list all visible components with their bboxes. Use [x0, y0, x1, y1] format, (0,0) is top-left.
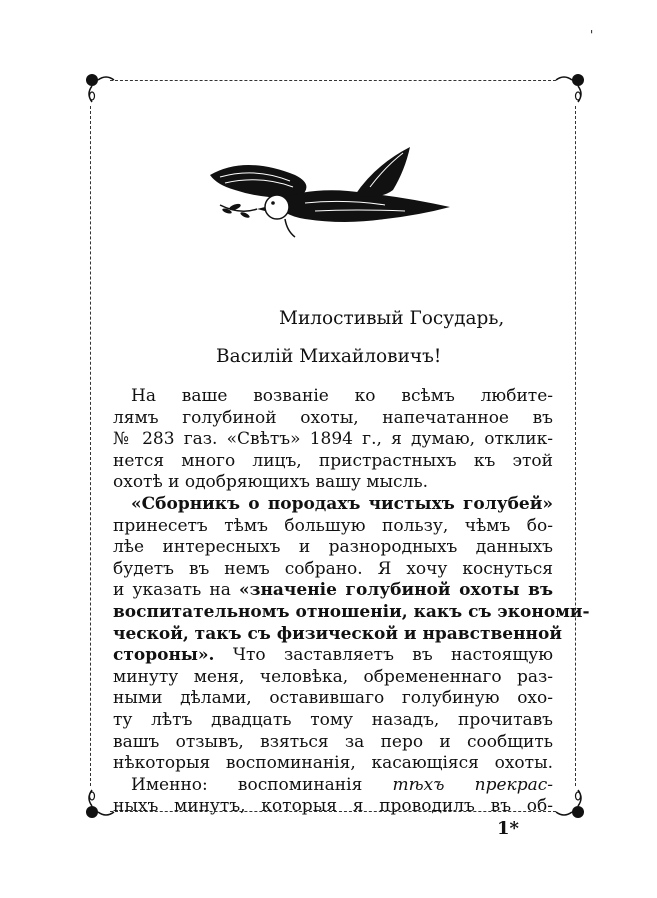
text-fragment-bold: «значеніе голубиной охоты въ — [239, 580, 554, 601]
text-line: будетъ въ немъ собрано. Я хочу коснуться — [113, 558, 553, 579]
text-line-bold: «Сборникъ о породахъ чистыхъ голубей» — [131, 493, 553, 514]
text-fragment: Именно: воспоминанія — [131, 774, 363, 795]
text-fragment: Что заставляетъ въ настоящую — [232, 645, 553, 666]
text-fragment-italic: тѣхъ прекрас- — [392, 774, 553, 795]
text-line: № 283 газ. «Свѣтъ» 1894 г., я думаю, отклик- — [113, 429, 553, 450]
text-line: лямъ голубиной охоты, напечатанное въ — [113, 407, 553, 428]
corner-ornament-icon — [550, 786, 590, 826]
corner-mark: ' — [590, 28, 594, 42]
text-line: нется много лицъ, пристрастныхъ къ этой — [113, 450, 553, 471]
text-line-bold: ческой, такъ съ физической и нравственной — [113, 623, 562, 644]
frame-left-border — [90, 106, 91, 786]
text-line: ту лѣтъ двадцать тому назадъ, прочитавъ — [113, 709, 553, 730]
dove-with-branch-icon — [205, 145, 455, 245]
text-line: ными дѣлами, оставившаго голубиную охо- — [113, 688, 553, 709]
text-line: принесетъ тѣмъ большую пользу, чѣмъ бо- — [113, 515, 553, 536]
salutation-line-2: Василій Михайловичъ! — [216, 346, 442, 367]
frame-right-border — [575, 106, 576, 786]
text-line-mixed — [113, 645, 553, 667]
text-line: вашъ отзывъ, взяться за перо и сообщить — [113, 731, 553, 752]
text-line-bold: воспитательномъ отношеніи, какъ съ экономи- — [113, 601, 590, 622]
frame-top-border — [110, 80, 556, 81]
text-line: лѣе интересныхъ и разнородныхъ данныхъ — [113, 537, 553, 558]
text-line-mixed — [113, 775, 553, 797]
text-fragment-bold: стороны». — [113, 645, 215, 666]
text-line-mixed — [113, 580, 553, 602]
corner-ornament-icon — [80, 66, 120, 106]
text-line: нѣкоторыя воспоминанія, касающіяся охоты. — [113, 753, 553, 774]
corner-ornament-icon — [550, 66, 590, 106]
text-line: ныхъ минутъ, которыя я проводилъ въ об- — [113, 796, 553, 817]
text-line: охотѣ и одобряющихъ вашу мысль. — [113, 472, 429, 493]
letter-body — [113, 386, 590, 818]
text-line: минуту меня, человѣка, обремененнаго раз- — [113, 666, 553, 687]
text-fragment: и указать на — [113, 580, 231, 601]
salutation-line-1: Милостивый Государь, — [279, 308, 505, 329]
page-number: 1* — [497, 818, 519, 839]
text-line: На ваше возваніе ко всѣмъ любите- — [131, 386, 553, 406]
